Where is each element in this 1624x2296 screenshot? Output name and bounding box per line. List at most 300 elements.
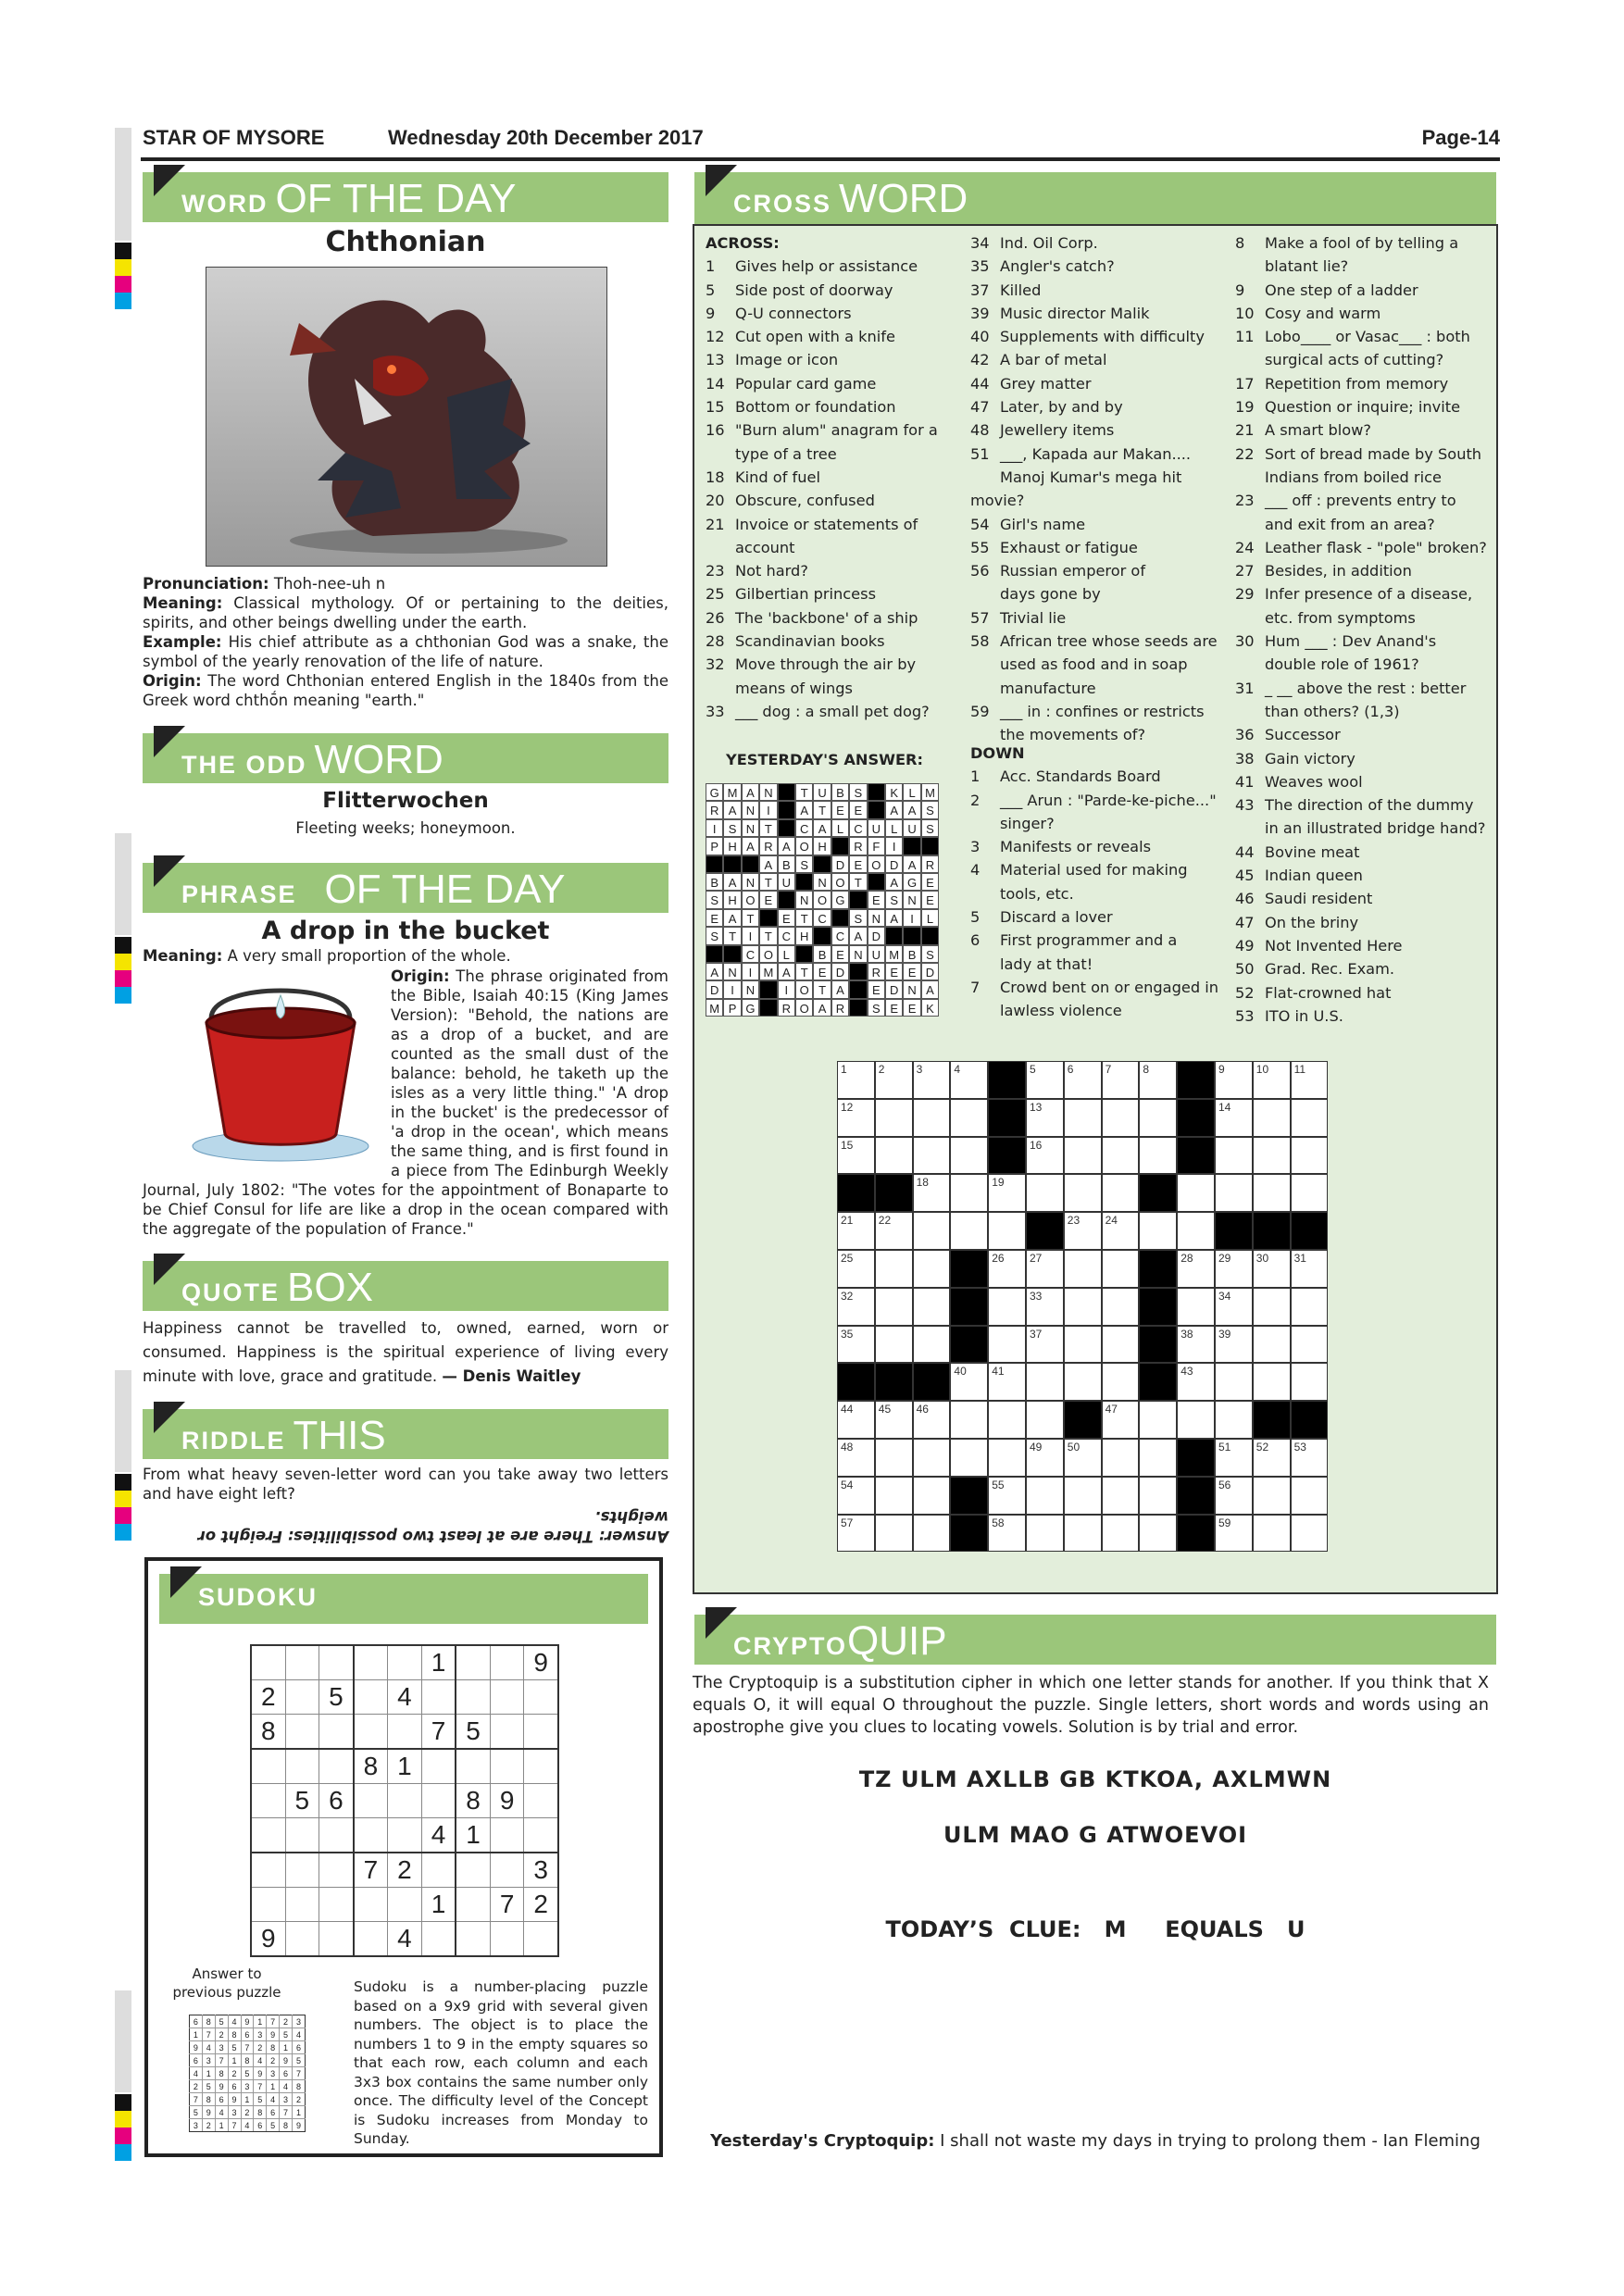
sudoku-cell[interactable]: 1 (456, 1818, 490, 1853)
sudoku-cell[interactable] (456, 1922, 490, 1957)
crossword-cell[interactable] (1139, 1439, 1177, 1477)
sudoku-cell[interactable] (319, 1922, 354, 1957)
sudoku-cell[interactable]: 8 (267, 2041, 280, 2054)
sudoku-cell[interactable]: 5 (228, 2041, 241, 2054)
sudoku-cell[interactable] (490, 1749, 524, 1784)
sudoku-cell[interactable]: 1 (388, 1749, 422, 1784)
crossword-cell[interactable] (1102, 1099, 1140, 1137)
crossword-cell[interactable] (913, 1212, 951, 1250)
sudoku-cell[interactable] (285, 1853, 319, 1888)
crossword-cell[interactable] (1291, 1137, 1329, 1175)
sudoku-cell[interactable]: 4 (421, 1818, 456, 1853)
crossword-cell[interactable] (1102, 1363, 1140, 1401)
crossword-cell[interactable] (913, 1288, 951, 1326)
sudoku-cell[interactable]: 4 (190, 2067, 203, 2080)
crossword-cell[interactable] (1064, 1250, 1102, 1288)
crossword-cell[interactable] (1177, 1174, 1215, 1212)
sudoku-cell[interactable] (251, 1645, 285, 1680)
crossword-cell[interactable] (988, 1401, 1026, 1439)
sudoku-cell[interactable] (421, 1922, 456, 1957)
crossword-cell[interactable] (1102, 1326, 1140, 1364)
crossword-cell[interactable] (1215, 1288, 1253, 1326)
sudoku-cell[interactable] (456, 1680, 490, 1715)
crossword-cell[interactable] (1253, 1250, 1291, 1288)
crossword-cell[interactable] (1064, 1439, 1102, 1477)
sudoku-cell[interactable]: 9 (202, 2106, 215, 2119)
sudoku-cell[interactable] (354, 1715, 388, 1750)
sudoku-cell[interactable] (490, 1645, 524, 1680)
crossword-cell[interactable] (988, 1515, 1026, 1553)
crossword-cell[interactable] (988, 1363, 1026, 1401)
sudoku-cell[interactable]: 8 (215, 2067, 228, 2080)
sudoku-cell[interactable]: 4 (228, 2015, 241, 2028)
sudoku-cell[interactable] (285, 1680, 319, 1715)
crossword-cell[interactable] (837, 1326, 875, 1364)
crossword-cell[interactable] (1253, 1477, 1291, 1515)
sudoku-cell[interactable]: 9 (524, 1645, 558, 1680)
crossword-cell[interactable] (1102, 1061, 1140, 1099)
sudoku-cell[interactable]: 7 (241, 2041, 254, 2054)
crossword-cell[interactable] (1026, 1099, 1064, 1137)
crossword-cell[interactable] (1026, 1137, 1064, 1175)
sudoku-cell[interactable]: 2 (241, 2106, 254, 2119)
crossword-cell[interactable] (1026, 1363, 1064, 1401)
sudoku-cell[interactable]: 9 (490, 1784, 524, 1818)
sudoku-cell[interactable]: 6 (228, 2080, 241, 2093)
sudoku-cell[interactable] (285, 1645, 319, 1680)
crossword-cell[interactable] (1215, 1515, 1253, 1553)
sudoku-cell[interactable]: 7 (215, 2054, 228, 2067)
crossword-cell[interactable] (1064, 1515, 1102, 1553)
crossword-cell[interactable] (1291, 1099, 1329, 1137)
sudoku-cell[interactable] (251, 1784, 285, 1818)
sudoku-cell[interactable]: 7 (354, 1853, 388, 1888)
crossword-cell[interactable] (1102, 1477, 1140, 1515)
sudoku-cell[interactable] (319, 1853, 354, 1888)
sudoku-cell[interactable] (456, 1888, 490, 1922)
crossword-cell[interactable] (1291, 1477, 1329, 1515)
sudoku-cell[interactable]: 4 (388, 1922, 422, 1957)
sudoku-cell[interactable]: 8 (228, 2028, 241, 2041)
crossword-cell[interactable] (837, 1099, 875, 1137)
sudoku-cell[interactable]: 5 (215, 2015, 228, 2028)
crossword-cell[interactable] (1026, 1250, 1064, 1288)
sudoku-cell[interactable] (490, 1680, 524, 1715)
crossword-cell[interactable] (1139, 1401, 1177, 1439)
sudoku-cell[interactable] (354, 1922, 388, 1957)
sudoku-cell[interactable]: 7 (228, 2119, 241, 2132)
crossword-cell[interactable] (1215, 1363, 1253, 1401)
crossword-cell[interactable] (1064, 1099, 1102, 1137)
sudoku-cell[interactable]: 7 (267, 2015, 280, 2028)
sudoku-cell[interactable] (354, 1680, 388, 1715)
sudoku-cell[interactable]: 4 (267, 2093, 280, 2106)
crossword-cell[interactable] (1177, 1326, 1215, 1364)
crossword-cell[interactable] (837, 1439, 875, 1477)
sudoku-cell[interactable]: 8 (251, 1715, 285, 1750)
crossword-cell[interactable] (988, 1288, 1026, 1326)
sudoku-cell[interactable]: 3 (190, 2119, 203, 2132)
sudoku-cell[interactable] (285, 1818, 319, 1853)
sudoku-cell[interactable]: 4 (241, 2119, 254, 2132)
crossword-cell[interactable] (1139, 1515, 1177, 1553)
sudoku-cell[interactable] (388, 1784, 422, 1818)
crossword-cell[interactable] (1215, 1137, 1253, 1175)
crossword-cell[interactable] (988, 1477, 1026, 1515)
sudoku-cell[interactable]: 9 (293, 2119, 306, 2132)
crossword-cell[interactable] (1026, 1174, 1064, 1212)
crossword-cell[interactable] (875, 1288, 913, 1326)
crossword-cell[interactable] (1026, 1401, 1064, 1439)
crossword-cell[interactable] (1253, 1288, 1291, 1326)
crossword-cell[interactable] (1215, 1174, 1253, 1212)
sudoku-cell[interactable] (388, 1888, 422, 1922)
sudoku-cell[interactable] (421, 1784, 456, 1818)
crossword-cell[interactable] (950, 1099, 988, 1137)
sudoku-cell[interactable]: 6 (190, 2015, 203, 2028)
crossword-cell[interactable] (1102, 1401, 1140, 1439)
crossword-cell[interactable] (1102, 1439, 1140, 1477)
crossword-cell[interactable] (1026, 1439, 1064, 1477)
sudoku-cell[interactable] (251, 1818, 285, 1853)
crossword-cell[interactable] (1291, 1326, 1329, 1364)
sudoku-cell[interactable]: 1 (421, 1888, 456, 1922)
sudoku-cell[interactable] (456, 1645, 490, 1680)
sudoku-cell[interactable]: 6 (254, 2119, 267, 2132)
sudoku-cell[interactable] (251, 1853, 285, 1888)
crossword-cell[interactable] (875, 1137, 913, 1175)
crossword-cell[interactable] (1253, 1099, 1291, 1137)
sudoku-cell[interactable]: 4 (293, 2028, 306, 2041)
sudoku-cell[interactable]: 3 (241, 2080, 254, 2093)
crossword-cell[interactable] (950, 1212, 988, 1250)
sudoku-cell[interactable] (421, 1853, 456, 1888)
crossword-cell[interactable] (875, 1061, 913, 1099)
crossword-cell[interactable] (1102, 1288, 1140, 1326)
sudoku-cell[interactable] (319, 1715, 354, 1750)
sudoku-cell[interactable]: 7 (254, 2080, 267, 2093)
sudoku-cell[interactable]: 1 (267, 2080, 280, 2093)
crossword-cell[interactable] (1064, 1477, 1102, 1515)
crossword-cell[interactable] (988, 1174, 1026, 1212)
sudoku-cell[interactable] (285, 1749, 319, 1784)
crossword-cell[interactable] (1215, 1401, 1253, 1439)
crossword-cell[interactable] (1215, 1099, 1253, 1137)
sudoku-cell[interactable]: 6 (215, 2093, 228, 2106)
sudoku-cell[interactable] (421, 1749, 456, 1784)
sudoku-cell[interactable]: 2 (267, 2054, 280, 2067)
crossword-cell[interactable] (950, 1137, 988, 1175)
sudoku-cell[interactable] (524, 1749, 558, 1784)
sudoku-cell[interactable]: 1 (215, 2119, 228, 2132)
crossword-cell[interactable] (1253, 1174, 1291, 1212)
crossword-cell[interactable] (1253, 1326, 1291, 1364)
sudoku-cell[interactable] (354, 1784, 388, 1818)
sudoku-cell[interactable]: 2 (251, 1680, 285, 1715)
crossword-cell[interactable] (1291, 1174, 1329, 1212)
crossword-cell[interactable] (1026, 1288, 1064, 1326)
sudoku-cell[interactable] (524, 1680, 558, 1715)
crossword-cell[interactable] (875, 1250, 913, 1288)
crossword-cell[interactable] (1064, 1363, 1102, 1401)
sudoku-cell[interactable]: 5 (285, 1784, 319, 1818)
sudoku-cell[interactable] (319, 1749, 354, 1784)
sudoku-cell[interactable] (319, 1645, 354, 1680)
sudoku-cell[interactable]: 2 (280, 2015, 293, 2028)
crossword-cell[interactable] (1139, 1061, 1177, 1099)
crossword-cell[interactable] (1064, 1137, 1102, 1175)
crossword-cell[interactable] (875, 1439, 913, 1477)
crossword-cell[interactable] (1291, 1515, 1329, 1553)
sudoku-cell[interactable]: 5 (241, 2067, 254, 2080)
sudoku-cell[interactable]: 3 (280, 2093, 293, 2106)
sudoku-cell[interactable]: 9 (215, 2080, 228, 2093)
crossword-cell[interactable] (837, 1515, 875, 1553)
sudoku-cell[interactable]: 3 (293, 2015, 306, 2028)
sudoku-cell[interactable] (319, 1818, 354, 1853)
crossword-cell[interactable] (1291, 1061, 1329, 1099)
sudoku-cell[interactable]: 6 (241, 2028, 254, 2041)
crossword-cell[interactable] (1215, 1250, 1253, 1288)
sudoku-cell[interactable]: 7 (190, 2093, 203, 2106)
sudoku-cell[interactable]: 8 (202, 2093, 215, 2106)
crossword-cell[interactable] (1291, 1439, 1329, 1477)
sudoku-cell[interactable]: 8 (202, 2015, 215, 2028)
crossword-cell[interactable] (1177, 1401, 1215, 1439)
sudoku-cell[interactable]: 3 (228, 2106, 241, 2119)
sudoku-cell[interactable] (388, 1818, 422, 1853)
sudoku-cell[interactable] (490, 1853, 524, 1888)
sudoku-cell[interactable] (285, 1715, 319, 1750)
sudoku-cell[interactable]: 5 (280, 2028, 293, 2041)
crossword-cell[interactable] (1026, 1515, 1064, 1553)
sudoku-cell[interactable]: 2 (215, 2028, 228, 2041)
crossword-cell[interactable] (1177, 1363, 1215, 1401)
sudoku-cell[interactable] (490, 1922, 524, 1957)
sudoku-cell[interactable]: 9 (254, 2067, 267, 2080)
sudoku-cell[interactable] (354, 1645, 388, 1680)
sudoku-cell[interactable] (251, 1749, 285, 1784)
crossword-cell[interactable] (837, 1137, 875, 1175)
sudoku-cell[interactable]: 9 (267, 2028, 280, 2041)
sudoku-cell[interactable]: 6 (267, 2106, 280, 2119)
crossword-cell[interactable] (1064, 1288, 1102, 1326)
sudoku-cell[interactable]: 5 (254, 2093, 267, 2106)
crossword-cell[interactable] (1102, 1174, 1140, 1212)
crossword-cell[interactable] (913, 1515, 951, 1553)
sudoku-cell[interactable]: 6 (293, 2041, 306, 2054)
sudoku-cell[interactable] (421, 1680, 456, 1715)
sudoku-cell[interactable] (285, 1888, 319, 1922)
sudoku-cell[interactable]: 3 (215, 2041, 228, 2054)
sudoku-cell[interactable] (524, 1715, 558, 1750)
crossword-cell[interactable] (950, 1363, 988, 1401)
sudoku-cell[interactable]: 4 (388, 1680, 422, 1715)
crossword-cell[interactable] (875, 1515, 913, 1553)
sudoku-cell[interactable]: 4 (202, 2041, 215, 2054)
sudoku-cell[interactable]: 2 (228, 2067, 241, 2080)
sudoku-cell[interactable]: 7 (293, 2067, 306, 2080)
crossword-cell[interactable] (913, 1137, 951, 1175)
sudoku-cell[interactable]: 6 (319, 1784, 354, 1818)
crossword-cell[interactable] (913, 1099, 951, 1137)
crossword-cell[interactable] (1139, 1212, 1177, 1250)
crossword-cell[interactable] (837, 1288, 875, 1326)
crossword-cell[interactable] (1026, 1477, 1064, 1515)
crossword-cell[interactable] (1064, 1212, 1102, 1250)
sudoku-cell[interactable] (354, 1818, 388, 1853)
crossword-cell[interactable] (1064, 1174, 1102, 1212)
crossword-cell[interactable] (875, 1326, 913, 1364)
crossword-cell[interactable] (988, 1250, 1026, 1288)
sudoku-cell[interactable]: 1 (190, 2028, 203, 2041)
sudoku-cell[interactable]: 6 (190, 2054, 203, 2067)
crossword-cell[interactable] (1064, 1326, 1102, 1364)
sudoku-cell[interactable]: 1 (228, 2054, 241, 2067)
sudoku-cell[interactable]: 1 (280, 2041, 293, 2054)
crossword-cell[interactable] (1215, 1326, 1253, 1364)
sudoku-cell[interactable] (388, 1645, 422, 1680)
crossword-cell[interactable] (988, 1326, 1026, 1364)
sudoku-cell[interactable]: 1 (421, 1645, 456, 1680)
crossword-cell[interactable] (1139, 1137, 1177, 1175)
crossword-cell[interactable] (1026, 1326, 1064, 1364)
sudoku-cell[interactable]: 2 (254, 2041, 267, 2054)
crossword-cell[interactable] (950, 1061, 988, 1099)
crossword-cell[interactable] (837, 1401, 875, 1439)
crossword-cell[interactable] (988, 1439, 1026, 1477)
sudoku-cell[interactable] (490, 1818, 524, 1853)
sudoku-cell[interactable]: 2 (524, 1888, 558, 1922)
sudoku-cell[interactable]: 2 (293, 2093, 306, 2106)
sudoku-cell[interactable]: 5 (267, 2119, 280, 2132)
sudoku-cell[interactable]: 1 (202, 2067, 215, 2080)
sudoku-cell[interactable] (388, 1715, 422, 1750)
sudoku-cell[interactable]: 5 (319, 1680, 354, 1715)
crossword-cell[interactable] (1253, 1363, 1291, 1401)
crossword-cell[interactable] (1139, 1099, 1177, 1137)
crossword-cell[interactable] (1102, 1250, 1140, 1288)
crossword-cell[interactable] (1064, 1061, 1102, 1099)
crossword-cell[interactable] (913, 1477, 951, 1515)
sudoku-cell[interactable]: 9 (251, 1922, 285, 1957)
crossword-cell[interactable] (950, 1174, 988, 1212)
crossword-cell[interactable] (1026, 1061, 1064, 1099)
sudoku-cell[interactable] (354, 1888, 388, 1922)
sudoku-cell[interactable]: 9 (190, 2041, 203, 2054)
sudoku-cell[interactable]: 5 (456, 1715, 490, 1750)
sudoku-cell[interactable]: 4 (254, 2054, 267, 2067)
crossword-cell[interactable] (913, 1250, 951, 1288)
sudoku-cell[interactable] (251, 1888, 285, 1922)
crossword-cell[interactable] (837, 1061, 875, 1099)
crossword-cell[interactable] (988, 1212, 1026, 1250)
sudoku-cell[interactable]: 7 (421, 1715, 456, 1750)
sudoku-cell[interactable]: 8 (254, 2106, 267, 2119)
sudoku-cell[interactable]: 8 (456, 1784, 490, 1818)
sudoku-cell[interactable]: 9 (228, 2093, 241, 2106)
crossword-cell[interactable] (875, 1212, 913, 1250)
crossword-cell[interactable] (1139, 1477, 1177, 1515)
crossword-cell[interactable] (1215, 1439, 1253, 1477)
crossword-cell[interactable] (1253, 1439, 1291, 1477)
crossword-cell[interactable] (1177, 1288, 1215, 1326)
sudoku-cell[interactable]: 8 (293, 2080, 306, 2093)
crossword-cell[interactable] (837, 1250, 875, 1288)
crossword-cell[interactable] (1102, 1137, 1140, 1175)
sudoku-cell[interactable]: 3 (524, 1853, 558, 1888)
sudoku-cell[interactable]: 5 (190, 2106, 203, 2119)
sudoku-cell[interactable]: 6 (280, 2067, 293, 2080)
crossword-cell[interactable] (1253, 1137, 1291, 1175)
sudoku-cell[interactable]: 1 (254, 2015, 267, 2028)
sudoku-cell[interactable]: 3 (254, 2028, 267, 2041)
sudoku-cell[interactable]: 3 (202, 2054, 215, 2067)
sudoku-cell[interactable] (456, 1853, 490, 1888)
sudoku-cell[interactable]: 2 (202, 2119, 215, 2132)
crossword-cell[interactable] (950, 1401, 988, 1439)
sudoku-cell[interactable]: 8 (280, 2119, 293, 2132)
sudoku-cell[interactable] (524, 1818, 558, 1853)
sudoku-cell[interactable]: 7 (490, 1888, 524, 1922)
crossword-cell[interactable] (875, 1099, 913, 1137)
sudoku-cell[interactable]: 1 (293, 2106, 306, 2119)
crossword-cell[interactable] (913, 1174, 951, 1212)
crossword-cell[interactable] (875, 1401, 913, 1439)
sudoku-cell[interactable]: 7 (280, 2106, 293, 2119)
crossword-cell[interactable] (1102, 1212, 1140, 1250)
sudoku-cell[interactable]: 4 (215, 2106, 228, 2119)
crossword-cell[interactable] (1215, 1061, 1253, 1099)
sudoku-cell[interactable] (490, 1715, 524, 1750)
sudoku-cell[interactable]: 7 (202, 2028, 215, 2041)
crossword-cell[interactable] (837, 1477, 875, 1515)
sudoku-cell[interactable]: 9 (280, 2054, 293, 2067)
crossword-cell[interactable] (1291, 1288, 1329, 1326)
crossword-cell[interactable] (913, 1401, 951, 1439)
sudoku-cell[interactable]: 2 (388, 1853, 422, 1888)
sudoku-cell[interactable] (285, 1922, 319, 1957)
sudoku-cell[interactable]: 9 (241, 2015, 254, 2028)
crossword-cell[interactable] (1291, 1250, 1329, 1288)
crossword-cell[interactable] (1177, 1250, 1215, 1288)
sudoku-cell[interactable]: 5 (202, 2080, 215, 2093)
sudoku-cell[interactable]: 2 (190, 2080, 203, 2093)
crossword-cell[interactable] (1102, 1515, 1140, 1553)
crossword-cell[interactable] (1253, 1061, 1291, 1099)
crossword-cell[interactable] (875, 1477, 913, 1515)
crossword-cell[interactable] (913, 1439, 951, 1477)
crossword-cell[interactable] (1215, 1477, 1253, 1515)
sudoku-cell[interactable] (524, 1784, 558, 1818)
sudoku-cell[interactable] (524, 1922, 558, 1957)
crossword-cell[interactable] (1253, 1515, 1291, 1553)
crossword-cell[interactable] (950, 1439, 988, 1477)
crossword-cell[interactable] (913, 1061, 951, 1099)
crossword-cell[interactable] (913, 1326, 951, 1364)
sudoku-cell[interactable]: 8 (241, 2054, 254, 2067)
sudoku-cell[interactable] (319, 1888, 354, 1922)
sudoku-cell[interactable]: 5 (293, 2054, 306, 2067)
sudoku-cell[interactable]: 3 (267, 2067, 280, 2080)
sudoku-cell[interactable]: 4 (280, 2080, 293, 2093)
crossword-cell[interactable] (1177, 1212, 1215, 1250)
sudoku-cell[interactable]: 8 (354, 1749, 388, 1784)
sudoku-cell[interactable]: 1 (241, 2093, 254, 2106)
crossword-cell[interactable] (837, 1212, 875, 1250)
sudoku-cell[interactable] (456, 1749, 490, 1784)
crossword-cell[interactable] (1291, 1363, 1329, 1401)
